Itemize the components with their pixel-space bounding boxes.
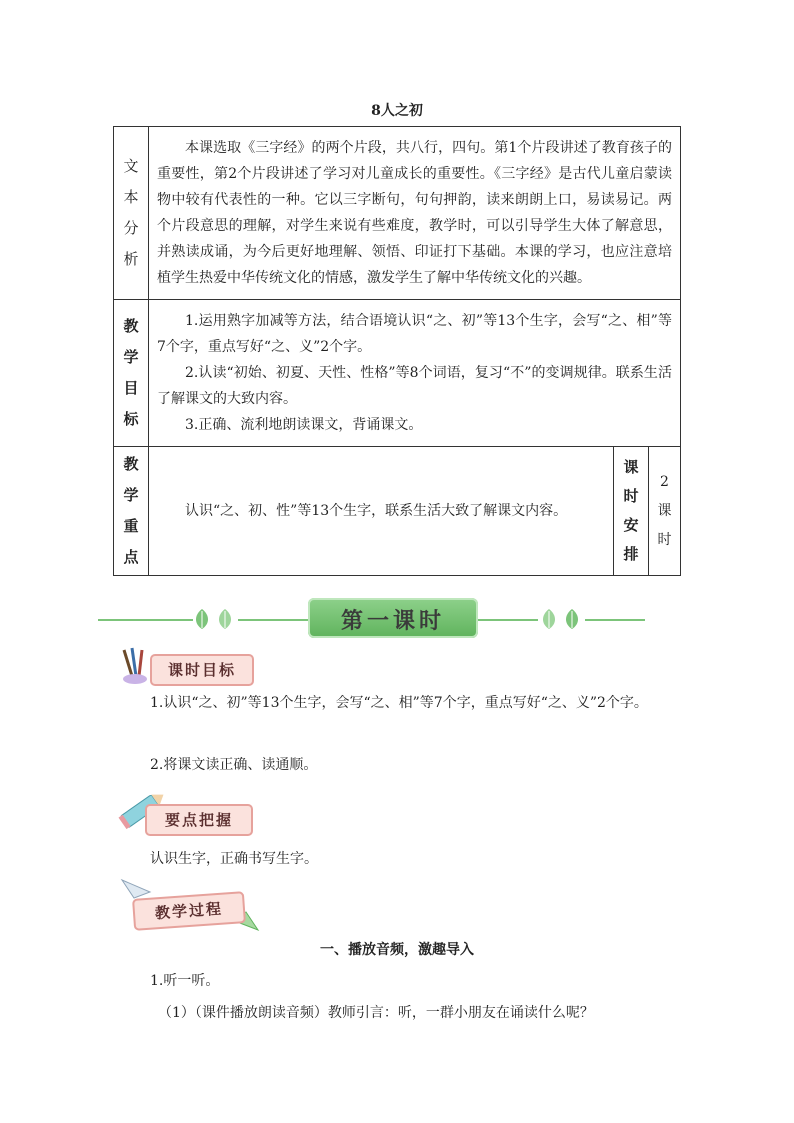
key-points-text: 认识“之、初、性”等13个生字，联系生活大致了解课文内容。 [149, 447, 614, 576]
banner-line-left [98, 619, 193, 621]
lesson-goal-item: 1.认识“之、初”等13个生字，会写“之、相”等7个字，重点写好“之、义”2个字。 [150, 695, 648, 711]
analysis-label: 文 本 分 析 [114, 127, 149, 300]
leaf-icon [193, 608, 211, 630]
banner-line-right [585, 619, 645, 621]
key-points-row [114, 447, 681, 576]
brushes-icon [118, 646, 152, 686]
objectives-row [114, 300, 681, 447]
objective-item: 2.认读“初始、初夏、天性、性格”等8个词语，复习“不”的变调规律。联系生活了解课文的大致内容。 [157, 365, 672, 407]
leaf-icon [216, 608, 234, 630]
key-grasp-text: 认识生字，正确书写生字。 [150, 851, 318, 867]
schedule-value: 2 课 时 [649, 447, 681, 576]
key-points-label: 教 学 重 点 [114, 447, 149, 576]
process-sub-step: （1）（课件播放朗读音频）教师引言：听，一群小朋友在诵读什么呢？ [158, 1005, 594, 1021]
leaf-icon [540, 608, 558, 630]
process-step: 1.听一听。 [150, 973, 220, 989]
banner-title: 第一课时 [340, 609, 445, 634]
objective-item: 3.正确、流利地朗读课文，背诵课文。 [185, 417, 423, 433]
lesson-plan-table [113, 126, 681, 576]
page-title: 8人之初 [371, 103, 423, 119]
analysis-row [114, 127, 681, 300]
objectives-label: 教 学 目 标 [114, 300, 149, 447]
lesson-goal-item: 2.将课文读正确、读通顺。 [150, 757, 318, 773]
banner-plaque [308, 598, 478, 638]
banner-line-right-inner [478, 619, 538, 621]
process-tag: 教学过程 [132, 891, 246, 931]
lesson-goals-tag: 课时目标 [150, 654, 254, 686]
objectives-text [149, 300, 681, 447]
objective-item: 1.运用熟字加减等方法，结合语境认识“之、初”等13个生字，会写“之、相”等7个字，重点写好“之、义”2个字。 [157, 313, 672, 355]
analysis-text: 本课选取《三字经》的两个片段，共八行，四句。第1个片段讲述了教育孩子的重要性，第2个片段讲述了学习对儿童成长的重要性。《三字经》是古代儿童启蒙读物中较有代表性的一种。它以三字断句，句句押韵，读来朗朗上口，易读易记。两个片段意思的理解，对学生来说有些难度，教学时，可以引导学生大体了解意思，并熟读成诵，为今后更好地理解、领悟、印证打下基础。本课的学习，也应注意培植学生热爱中华传统文化的情感，激发学生了解中华传统文化的兴趣。 [149, 127, 681, 300]
banner-line-left-inner [238, 619, 308, 621]
section-heading: 一、播放音频，激趣导入 [320, 942, 474, 958]
leaf-icon [563, 608, 581, 630]
key-grasp-tag: 要点把握 [145, 804, 253, 836]
lesson-banner [98, 598, 698, 640]
schedule-label: 课 时 安 排 [614, 447, 649, 576]
